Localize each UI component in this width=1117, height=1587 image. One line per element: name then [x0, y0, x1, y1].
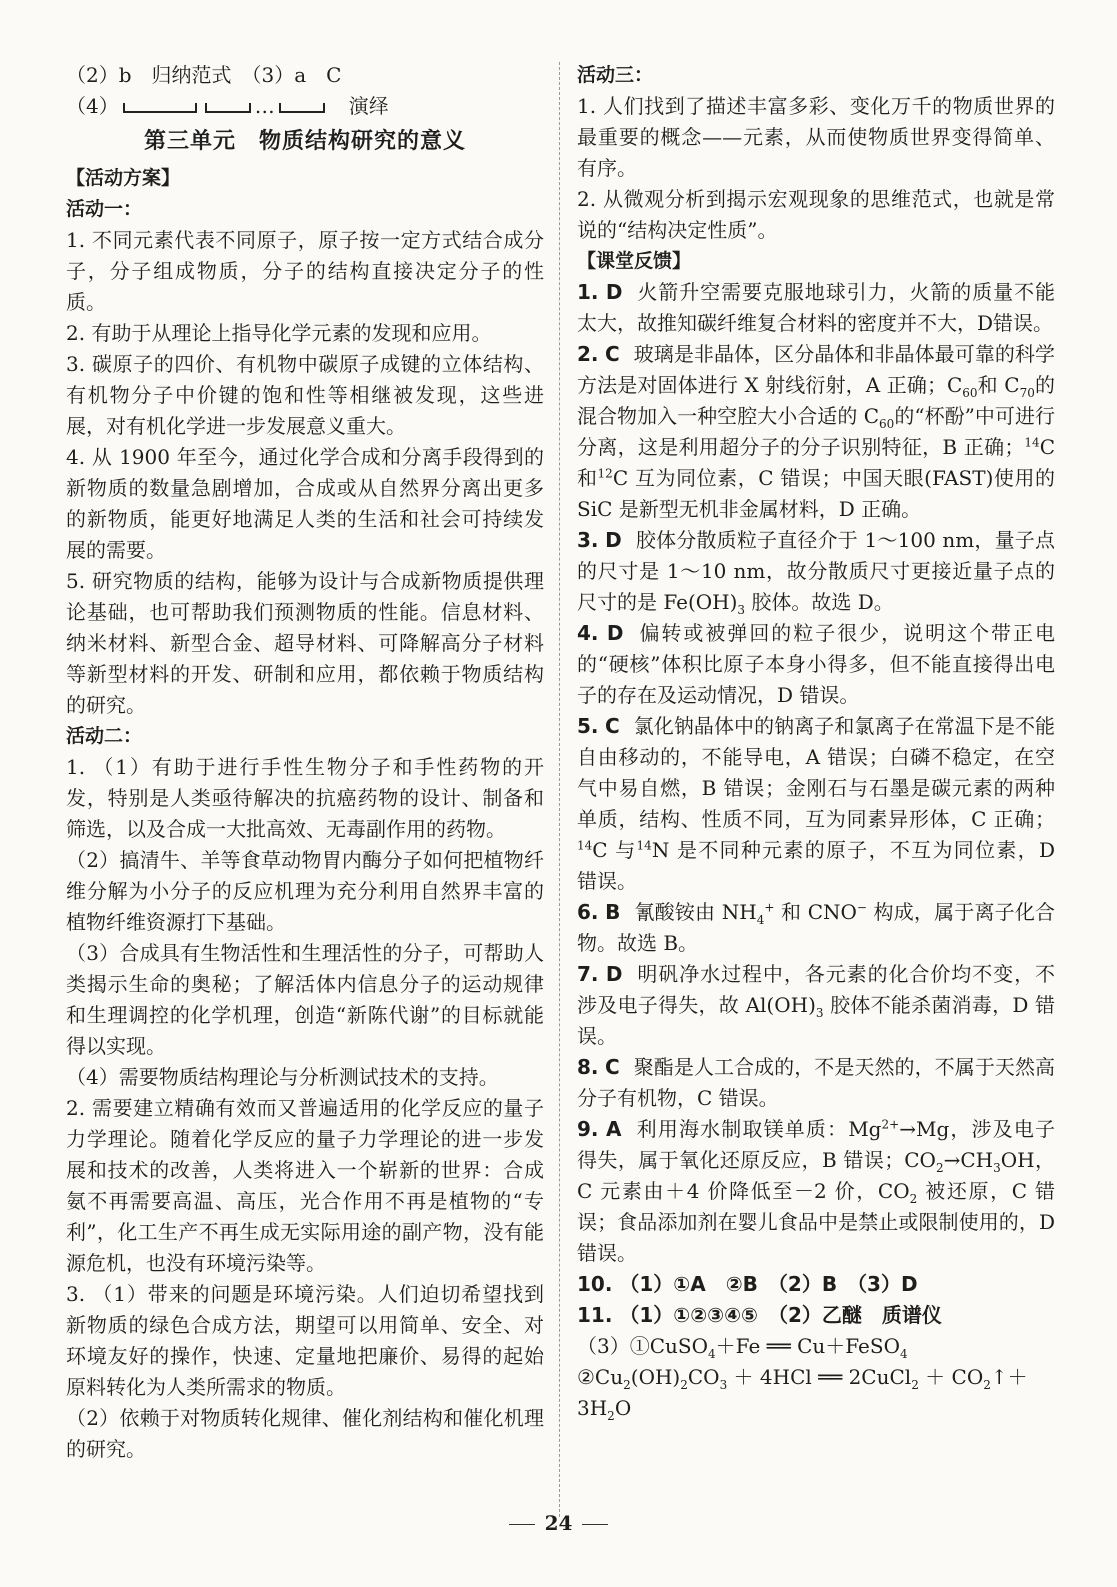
page-number: 24	[0, 1508, 1117, 1539]
list-item: 3. （1）带来的问题是环境污染。人们迫切希望找到新物质的绿色合成方法，期望可以用简单、安全、对环境友好的操作，快速、定量地把廉价、易得的起始原料转化为人类所需求的物质。	[66, 1282, 544, 1399]
list-item: （2）依赖于对物质转化规律、催化剂结构和催化机理的研究。	[66, 1406, 544, 1461]
feedback-answer-4: 4. D 偏转或被弹回的粒子很少，说明这个带正电的“硬核”体积比原子本身小得多，但不能直接得出电子的存在及运动情况，D 错误。	[577, 621, 1056, 707]
bracket-mark	[205, 103, 251, 113]
dash-mark	[509, 1524, 535, 1525]
list-item: 1. 人们找到了描述丰富多彩、变化万千的物质世界的最重要的概念——元素，从而使物质世界变得简单、有序。	[577, 94, 1055, 180]
list-item: （2）搞清牛、羊等食草动物胃内酶分子如何把植物纤维分解为小分子的反应机理为充分利用自然界丰富的植物纤维资源打下基础。	[66, 848, 544, 934]
list-item: 4. 从 1900 年至今，通过化学合成和分离手段得到的新物质的数量急剧增加，合成或从自然界分离出更多的新物质，能更好地满足人类的生活和社会可持续发展的需要。	[66, 445, 544, 562]
activity-1-heading: 活动一：	[66, 198, 143, 220]
feedback-answer-11-line-1: 11. （1）①②③④⑤ （2）乙醚 质谱仪	[577, 1303, 942, 1327]
activity-2-heading: 活动二：	[66, 725, 143, 747]
right-column	[577, 60, 1055, 1424]
feedback-answer-9: 9. A 利用海水制取镁单质：$Mg^{2+}\to Mg$，涉及电子得失，属于氧化还原反应，B 错误；$CO_2\to CH_3OH$，C 元素由＋4 价降低至－2 价，$CO_2$ 被还原，C 错误；食品添加剂在婴儿食品中是禁止或限制使用的，D 错误。	[577, 1117, 1056, 1265]
list-item: 3. 碳原子的四价、有机物中碳原子成键的立体结构、有机物分子中价键的饱和性等相继被发现，这些进展，对有机化学进一步发展意义重大。	[66, 352, 544, 438]
left-column	[66, 60, 544, 1465]
dash-mark	[582, 1524, 608, 1525]
feedback-answer-11-line-3: $②Cu_2(OH)_2CO_3 + 4HCl$ ══ 2CuCl$_2$ ＋ $CO_2↑+$	[577, 1365, 1028, 1392]
bracket-mark	[279, 103, 325, 113]
list-item: 1. （1）有助于进行手性生物分子和手性药物的开发，特别是人类亟待解决的抗癌药物的设计、制备和筛选，以及合成一大批高效、无毒副作用的药物。	[66, 755, 544, 841]
bracket-mark	[123, 103, 197, 113]
list-item: （4）需要物质结构理论与分析测试技术的支持。	[66, 1065, 499, 1089]
column-divider	[559, 62, 560, 1517]
top-answer-line-2: （4） … 演绎	[66, 94, 389, 118]
feedback-answer-8: 8. C 聚酯是人工合成的，不是天然的，不属于天然高分子有机物，C 错误。	[577, 1055, 1056, 1110]
feedback-heading: 【课堂反馈】	[577, 250, 692, 272]
feedback-answer-3: 3. D 胶体分散质粒子直径介于 1～100 nm，量子点的尺寸是 1～10 nm，故分散质尺寸更接近量子点的尺寸的是 $Fe(OH)_3$ 胶体。故选 D。	[577, 528, 1056, 617]
feedback-answer-11-line-2: （3）①CuSO$_4$＋Fe ══ Cu＋FeSO$_4$	[577, 1334, 908, 1361]
list-item: 1. 不同元素代表不同原子，原子按一定方式结合成分子，分子组成物质，分子的结构直接决定分子的性质。	[66, 228, 544, 314]
feedback-answer-11-line-4: $3H_2O$	[577, 1396, 632, 1423]
feedback-answer-6: 6. B 氰酸铵由 $NH_4^+$ 和 CNO− 构成，属于离子化合物。故选 B。	[577, 900, 1056, 955]
unit-title: 第三单元 物质结构研究的意义	[143, 128, 466, 154]
feedback-answer-1: 1. D 火箭升空需要克服地球引力，火箭的质量不能太大，故推知碳纤维复合材料的密度并不大，D错误。	[577, 280, 1056, 335]
activity-3-heading: 活动三：	[577, 64, 654, 86]
list-item: 2. 从微观分析到揭示宏观现象的思维范式，也就是常说的“结构决定性质”。	[577, 187, 1055, 242]
feedback-answer-5: 5. C 氯化钠晶体中的钠离子和氯离子在常温下是不能自由移动的，不能导电，A 错误；白磷不稳定，在空气中易自燃，B 错误；金刚石与石墨是碳元素的两种单质，结构、性质不同，互为同素异形体，C 正确；$^{14}$C 与$^{14}$N 是不同种元素的原子，不互为同位素，D 错误。	[577, 714, 1056, 893]
list-item: 5. 研究物质的结构，能够为设计与合成新物质提供理论基础，也可帮助我们预测物质的性能。信息材料、纳米材料、新型合金、超导材料、可降解高分子材料等新型材料的开发、研制和应用，都依赖于物质结构的研究。	[66, 569, 544, 717]
list-item: 2. 需要建立精确有效而又普遍适用的化学反应的量子力学理论。随着化学反应的量子力学理论的进一步发展和技术的改善，人类将进入一个崭新的世界：合成氨不再需要高温、高压，光合作用不再是植物的“专利”，化工生产不再生成无实际用途的副产物，没有能源危机，也没有环境污染等。	[66, 1096, 544, 1275]
list-item: 2. 有助于从理论上指导化学元素的发现和应用。	[66, 321, 492, 345]
top-answer-line-1: （2）b 归纳范式 （3）a C	[66, 63, 342, 87]
activity-plan-heading: 【活动方案】	[66, 167, 181, 189]
feedback-answer-10: 10. （1）①A ②B （2）B （3）D	[577, 1272, 918, 1296]
list-item: （3）合成具有生物活性和生理活性的分子，可帮助人类揭示生命的奥秘；了解活体内信息分子的运动规律和生理调控的化学机理，创造“新陈代谢”的目标就能得以实现。	[66, 941, 544, 1058]
feedback-answer-7: 7. D 明矾净水过程中，各元素的化合价均不变，不涉及电子得失，故 $Al(OH)_3$ 胶体不能杀菌消毒，D 错误。	[577, 962, 1056, 1048]
feedback-answer-2: 2. C 玻璃是非晶体，区分晶体和非晶体最可靠的科学方法是对固体进行 X 射线衍射，A 正确；$C_{60}$和 $C_{70}$的混合物加入一种空腔大小合适的 $C_{60}$的“杯酚”中可进行分离，这是利用超分子的分子识别特征，B 正确；$^{14}$C 和$^{12}$C 互为同位素，C 错误；中国天眼(FAST)使用的 SiC 是新型无机非金属材料，D 正确。	[577, 342, 1056, 521]
